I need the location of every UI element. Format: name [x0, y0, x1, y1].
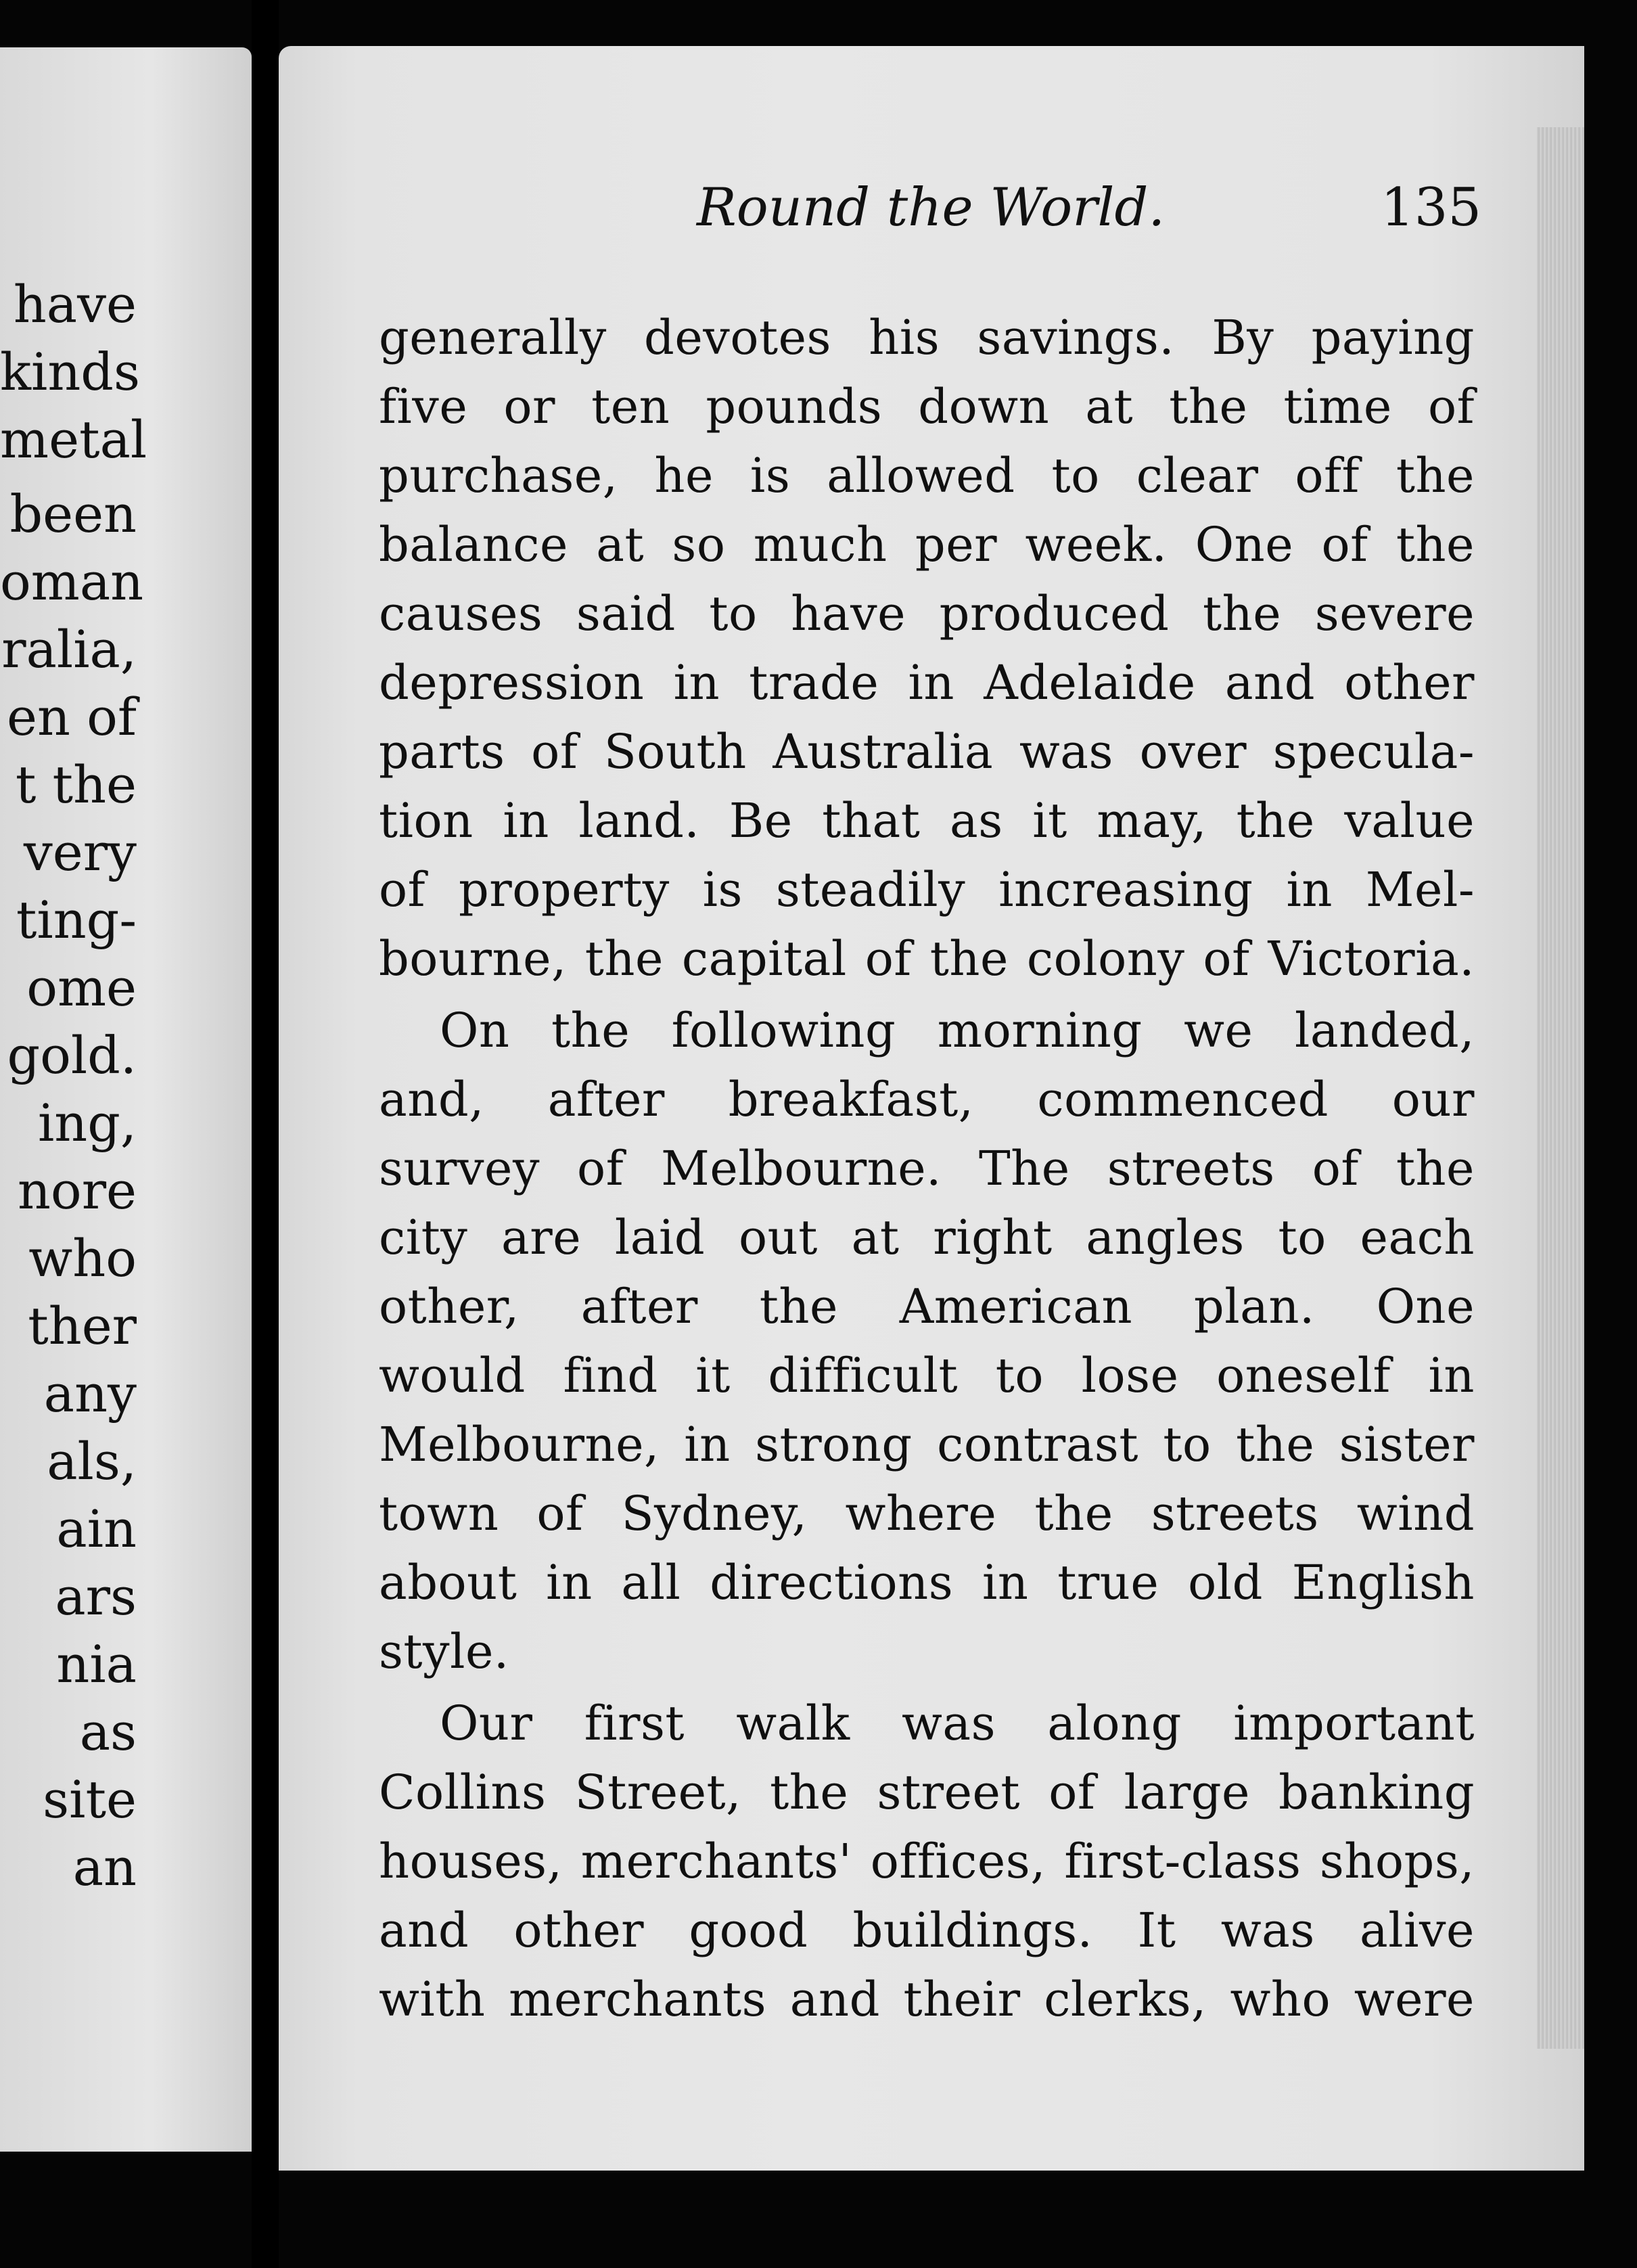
- text-line: parts of South Australia was over specula-: [379, 724, 1475, 779]
- left-line: ralia,: [1, 619, 137, 679]
- text-line: purchase, he is allowed to clear off the: [379, 448, 1475, 503]
- left-line: metal: [0, 409, 147, 470]
- left-line: nia: [56, 1634, 137, 1694]
- text-line: balance at so much per week. One of the: [379, 517, 1475, 572]
- left-line: nore: [17, 1160, 137, 1221]
- text-line: Collins Street, the street of large banking: [379, 1765, 1475, 1820]
- running-header: [426, 177, 1481, 252]
- text-line: and, after breakfast, commenced our: [379, 1072, 1475, 1127]
- left-line: ome: [26, 957, 137, 1018]
- text-line: tion in land. Be that as it may, the value: [379, 793, 1475, 848]
- page-edge: [1537, 127, 1584, 2049]
- text-line: about in all directions in true old English: [379, 1555, 1475, 1610]
- left-line: ars: [55, 1566, 137, 1627]
- text-line: houses, merchants' offices, first-class shops,: [379, 1834, 1475, 1889]
- text-line: Melbourne, in strong contrast to the sister: [379, 1417, 1475, 1472]
- left-line: have: [13, 274, 137, 334]
- text-line: depression in trade in Adelaide and other: [379, 655, 1475, 710]
- left-line: an: [72, 1837, 137, 1897]
- book-spine: [252, 0, 279, 2268]
- left-line: as: [79, 1702, 137, 1762]
- text-line: five or ten pounds down at the time of: [379, 379, 1475, 434]
- text-line: Our first walk was along important: [440, 1696, 1475, 1751]
- left-line: ain: [56, 1499, 137, 1559]
- left-line: who: [28, 1228, 137, 1288]
- left-line: en of: [7, 687, 137, 747]
- page-number: 135: [1381, 177, 1481, 238]
- left-line: als,: [47, 1431, 137, 1491]
- text-line: city are laid out at right angles to each: [379, 1210, 1475, 1265]
- left-line: oman: [0, 551, 144, 612]
- text-line: survey of Melbourne. The streets of the: [379, 1141, 1475, 1196]
- text-line: with merchants and their clerks, who were: [379, 1972, 1475, 2027]
- bottom-shadow: [279, 2171, 1584, 2268]
- left-line: kinds: [0, 342, 140, 402]
- left-page-text: [0, 271, 252, 1901]
- running-title: Round the World.: [697, 177, 1166, 238]
- text-line: other, after the American plan. One: [379, 1279, 1475, 1334]
- text-line: causes said to have produced the severe: [379, 586, 1475, 641]
- left-line: ting-: [16, 890, 137, 950]
- left-line: gold.: [7, 1025, 137, 1085]
- left-line: ing,: [37, 1093, 137, 1153]
- text-line: town of Sydney, where the streets wind: [379, 1486, 1475, 1541]
- left-line: any: [43, 1363, 137, 1424]
- text-line: On the following morning we landed,: [440, 1003, 1475, 1058]
- text-line: would find it difficult to lose oneself in: [379, 1348, 1475, 1403]
- text-line: style.: [379, 1624, 509, 1679]
- text-line: bourne, the capital of the colony of Victoria.: [379, 931, 1475, 986]
- body-text: [379, 303, 1475, 2034]
- text-line: and other good buildings. It was alive: [379, 1903, 1475, 1958]
- left-line: ther: [28, 1296, 137, 1356]
- text-line: generally devotes his savings. By paying: [379, 310, 1475, 365]
- left-facing-page: [0, 47, 252, 2152]
- left-line: site: [43, 1769, 137, 1830]
- left-line: t the: [15, 754, 137, 815]
- left-line: been: [9, 484, 137, 544]
- text-line: of property is steadily increasing in Mel-: [379, 862, 1475, 917]
- left-line: very: [23, 822, 137, 882]
